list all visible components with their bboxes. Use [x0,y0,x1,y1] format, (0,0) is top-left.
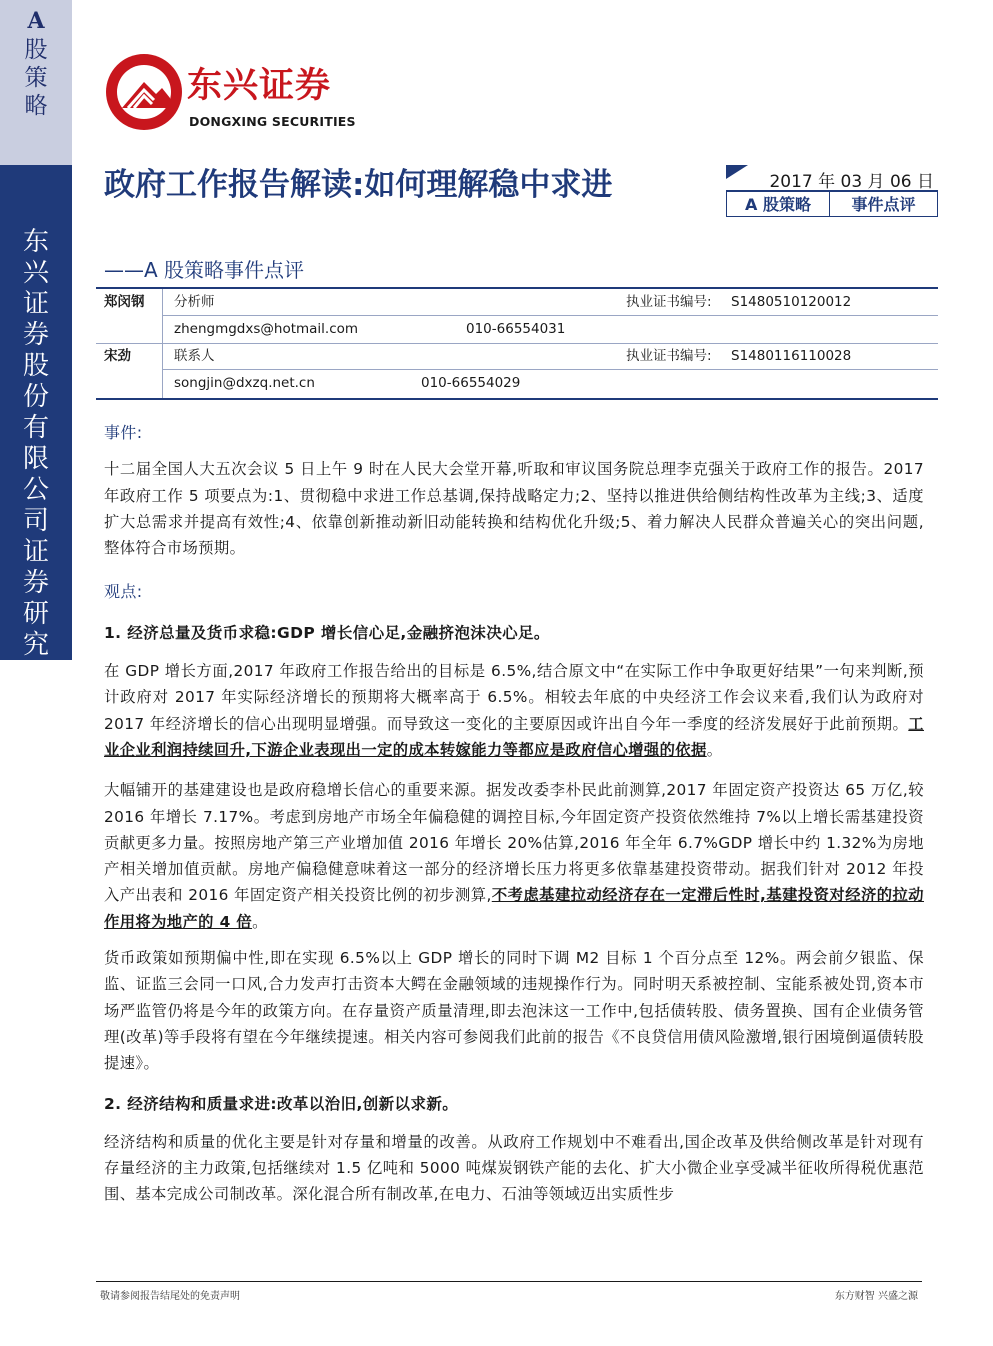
sidebar-category [0,0,72,165]
event-label: 事件: [104,423,143,442]
analyst-phone: 010-66554031 [466,321,566,337]
report-meta-box [726,165,938,219]
analyst-name: 郑闵钢 [104,294,145,310]
report-subtitle: ——A 股策略事件点评 [104,258,305,282]
view-label: 观点: [104,582,143,602]
analyst-role: 联系人 [174,348,215,364]
triangle-marker-icon [726,165,748,179]
sidebar-company [0,165,72,722]
logo-emblem-icon [104,52,184,132]
sidebar-category-text: 股策略 [24,37,48,119]
category-tag: A 股策略 [726,192,830,217]
paragraph-text: 大幅铺开的基建建设也是政府稳增长信心的重要来源。据发改委李朴民此前测算,2017 年固定资产投资达 65 万亿,较 2016 年增长 7.17%。考虑到房地产市场全年偏稳健的调控目标,今年固定资产投资依然维持 7%以上增长需基建投资贡献更多力量。按照房地产第三产业增加值 2016 年增长 20%估算,2016 年全年 6.7%GDP 增长中约 1.32%为房地产相关增加值贡献。房地产偏稳健意味着这一部分的经济增长压力将更多依靠基建投资带动。据我们针对 2012 年投入产出表和 2016 年固定资产相关投资比例的初步测算, [104,781,924,905]
company-logo [104,52,364,136]
analyst-table [96,287,938,400]
analyst-phone: 010-66554029 [421,375,521,391]
paragraph-structure: 经济结构和质量的优化主要是针对存量和增量的改善。从政府工作规划中不难看出,国企改革及供给侧改革是针对现有存量经济的主力政策,包括继续对 1.5 亿吨和 5000 吨煤炭钢铁产能的去化、扩大小微企业享受减半征收所得税优惠范围、基本完成公司制改革。深化混合所有制改革,在电力、石油等领域迈出实质性步 [104,1132,924,1204]
analyst-name: 宋劲 [104,348,131,364]
paragraph-text: 在 GDP 增长方面,2017 年政府工作报告给出的目标是 6.5%,结合原文中“在实际工作中争取更好结果”一句来判断,预计政府对 2017 年实际经济增长的预期将大概率高于 6.5%。相较去年底的中央经济工作会议来看,我们认为政府对 2017 年经济增长的信心出现明显增强。而导致这一变化的主要原因或许出自今年一季度的经济发展好于此前预期。 [104,662,924,733]
analyst-email: songjin@dxzq.net.cn [174,375,315,391]
section-heading-1: 1. 经济总量及货币求稳:GDP 增长信心足,金融挤泡沫决心足。 [104,623,550,642]
logo-chinese-name: 东兴证券 [187,66,332,106]
paragraph-gdp [104,658,924,763]
analyst-contact-row [96,370,938,396]
paragraph-text: 。 [706,740,723,759]
paragraph-infrastructure [104,777,924,935]
analyst-role: 分析师 [174,294,215,310]
emphasis-text: 工业企业利润持续回升,下游企业表现出一定的成本转嫁能力等都应是政府信心增强的依据 [104,714,924,759]
cert-label: 执业证书编号: [626,348,712,364]
paragraph-monetary: 货币政策如预期偏中性,即在实现 6.5%以上 GDP 增长的同时下调 M2 目标 1 个百分点至 12%。两会前夕银监、保监、证监三会同一口风,合力发声打击资本大鳄在金融领域的违规操作行为。同时明天系被控制、宝能系被处罚,资本市场严监管仍将是今年的政策方向。在存量资产质量清理,即去泡沫这一工作中,包括债转股、债务置换、国有企业债务管理(改革)等手段将有望在今年继续提速。相关内容可参阅我们此前的报告《不良贷信用债风险激增,银行困境倒逼债转股提速》。 [104,949,924,1073]
emphasis-text: 不考虑基建拉动经济存在一定滞后性时,基建投资对经济的拉动作用将为地产的 4 倍 [104,886,924,931]
report-type-tag: 事件点评 [830,192,938,217]
section-heading-2: 2. 经济结构和质量求进:改革以治旧,创新以求新。 [104,1094,459,1113]
sidebar-company-text: 东兴证券股份有限公司证券研究报告 [22,227,49,722]
paragraph-text: 。 [252,912,268,931]
report-title: 政府工作报告解读:如何理解稳中求进 [104,167,613,203]
disclaimer-note: 敬请参阅报告结尾处的免责声明 [100,1291,240,1302]
cert-label: 执业证书编号: [626,294,712,310]
analyst-contact-row [96,316,938,342]
cert-number: S1480510120012 [731,294,852,310]
event-paragraph: 十二届全国人大五次会议 5 日上午 9 时在人民大会堂开幕,听取和审议国务院总理李克强关于政府工作的报告。2017 年政府工作 5 项要点为:1、贯彻稳中求进工作总基调,保持战略定力;2、坚持以推进供给侧结构性改革为主线;3、适度扩大总需求并提高有效性;4、依靠创新推动新旧动能转换和结构优化升级;5、着力解决人民群众普遍关心的突出问题,整体符合市场预期。 [104,460,924,558]
cert-number: S1480116110028 [731,348,852,364]
analyst-row [96,343,938,369]
logo-english-name: DONGXING SECURITIES [189,114,356,129]
page-footer [96,1281,922,1302]
report-body [104,420,924,1208]
analyst-row [96,289,938,315]
analyst-email: zhengmgdxs@hotmail.com [174,321,359,337]
sidebar-letter: A [27,8,45,34]
slogan: 东方财智 兴盛之源 [834,1291,918,1302]
report-date: 2017 年 03 月 06 日 [769,172,934,192]
